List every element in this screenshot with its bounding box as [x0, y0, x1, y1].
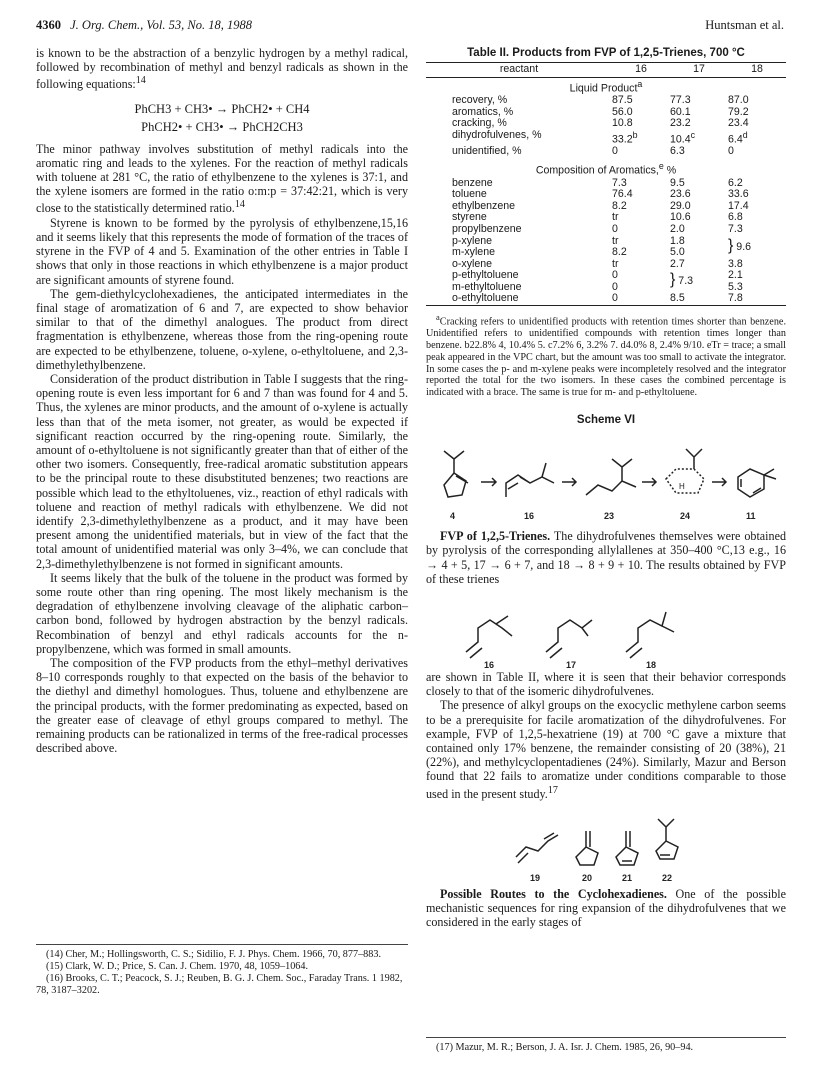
value-cell: 0 — [612, 293, 670, 305]
section-row: Liquid Product$^a$ — [569, 78, 643, 95]
value-cell: 56.0 — [612, 105, 633, 118]
liquid-product-rows — [426, 95, 786, 158]
structures-19-22 — [426, 801, 786, 881]
value-cell: tr — [612, 257, 619, 270]
value-cell: 77.3 — [670, 93, 691, 106]
row-label-cell: m-xylene — [452, 246, 495, 259]
value-cell: 2.1 — [728, 269, 743, 282]
value-cell: 7.3 — [612, 176, 627, 189]
value-cell: 10.6 — [670, 211, 691, 224]
row-label-cell: o-ethyltoluene — [426, 293, 612, 305]
value-cell: 10.8 — [612, 117, 633, 130]
value-cell: 9.5 — [670, 176, 685, 189]
compound-label: 18 — [646, 660, 657, 671]
table-row — [426, 293, 786, 305]
paragraph: Consideration of the product distribution in Table I suggests that the ring-opening route is even less important for 6 and 7 than was found for 4 and 5. Thus, the xylenes are minor products, and the amount of o-xylene is actually less than that of the meta isomer, not greater, as would be expected if significant reaction occurred by the ring-opening route. Similarly, the amount of o-ethyltoluene is not significantly greater than that of either of the other two isomers. Consequently, free-radical aromatic substitution appears to be the principal route to these disubstituted benzenes; two reactions are possible which lead to the ethyltoluenes, viz., reaction of ethyl radicals with toluene and reaction of methyl radicals with ethylbenzene. We did not identify 2,3-dimethylethylbenzene as a product, and it may have been present among the unidentified materials, but in view of the fact that the total amount of unidentified material was only 3–4%, we can conclude that 2,3-dimethylethylbenzene is not formed in significant amounts. — [36, 371, 408, 571]
value-cell — [728, 236, 786, 254]
column-header: 18 — [728, 63, 786, 78]
equation-1: PhCH3 + CH3• → PhCH2• + CH4 — [134, 101, 310, 116]
value-cell: 0 — [612, 222, 618, 235]
row-label-cell: unidentified, % — [452, 144, 522, 157]
value-cell: 23.2 — [670, 117, 691, 130]
table-header-row — [426, 63, 786, 78]
value-cell: 33.6 — [728, 188, 749, 201]
value-cell: tr — [612, 211, 619, 224]
value-cell: 60.1 — [670, 105, 691, 118]
value-cell: 23.6 — [670, 188, 691, 201]
compound-label: 16 — [524, 511, 535, 522]
journal-citation: J. Org. Chem., Vol. 53, No. 18, 1988 — [70, 18, 252, 32]
row-label-cell: styrene — [452, 211, 487, 224]
triene-diagram — [426, 586, 786, 670]
compound-label: 16 — [484, 660, 495, 671]
value-cell: 5.0 — [670, 246, 685, 259]
row-label-cell: o-xylene — [452, 257, 493, 270]
compound-label: 19 — [530, 872, 541, 883]
left-column — [36, 46, 408, 755]
value-cell: 76.4 — [612, 188, 633, 201]
compound-label: 22 — [662, 872, 673, 883]
hydrogen-label: H — [679, 482, 685, 492]
value-cell: 6.3 — [670, 144, 685, 157]
footnote: (16) Brooks, C. T.; Peacock, S. J.; Reuben, B. G. J. Chem. Soc., Faraday Trans. 1 1982, 78, 3187–3202. — [36, 973, 403, 996]
running-authors: Huntsman et al. — [705, 18, 784, 32]
value-cell: 23.4 — [728, 117, 749, 130]
footnote: (14) Cher, M.; Hollingsworth, C. S.; Sidilio, F. J. Phys. Chem. 1966, 70, 877–883. — [46, 949, 381, 960]
column-header: reactant — [426, 63, 612, 78]
value-cell: 0 — [612, 280, 618, 293]
value-cell: 6.4$^d$ — [728, 129, 748, 146]
compound-label: 17 — [566, 660, 577, 671]
paragraph: The minor pathway involves substitution of methyl radicals into the aromatic ring and leads to the xylenes. For the reaction of methyl radicals with toluene at 281 °C, the ratio of ethylbenzene to the xylenes is 37:1, and the xylene isomers are formed in the ratio o:m:p = 37:42:21, which is very close to the statistically determined ratio.$^{14}$ — [36, 141, 408, 216]
table-caption: Table II. Products from FVP of 1,2,5-Trienes, 700 °C — [467, 47, 745, 59]
value-cell: 0 — [728, 144, 734, 157]
value-cell: 7.3 — [728, 222, 743, 235]
value-cell: 2.0 — [670, 222, 685, 235]
paragraph: The presence of alkyl groups on the exocyclic methylene carbon seems to be a prerequisite for facile aromatization of the dihydrofulvenes. For example, FVP of 1,2,5-hexatriene (19) at 700 °C gave a mixture that contained only 17% benzene, the remainder consisting of 20 (38%), 21 (22%), and methylcyclopentadienes (24%). Similarly, Mazur and Berson found that 22 fails to aromatize under conditions comparable to those used in the present study.$^{17}$ — [426, 698, 786, 801]
scheme-diagram — [426, 427, 786, 525]
paragraph: Possible Routes to the Cyclohexadienes. One of the possible mechanistic sequences for ring expansion of the dihydrofulvenes that we considered in the early stages of — [426, 886, 786, 930]
value-cell: 5.3 — [728, 280, 743, 293]
value-cell: 6.2 — [728, 176, 743, 189]
column-header: 16 — [612, 63, 670, 78]
paragraph: Styrene is known to be formed by the pyrolysis of ethylbenzene,15,16 and it seems likely that this represents the mode of formation of the traces of styrene in the FVP of 4 and 5. Examination of the other entries in Table I shows that only in those reactions in which ethylbenzene is a major product are significant amounts of styrene found. — [36, 215, 408, 287]
row-label-cell: p-ethyltoluene — [452, 269, 519, 282]
equation-2: PhCH2• + CH3• → PhCH2CH3 — [141, 119, 303, 134]
row-label-cell: propylbenzene — [452, 222, 522, 235]
page-number: 4360 — [36, 18, 61, 32]
table-row — [426, 146, 786, 158]
value-cell: 87.5 — [612, 93, 633, 106]
footnotes-left — [36, 944, 408, 997]
value-cell: 1.8 — [670, 234, 685, 247]
equation-block — [36, 100, 408, 136]
row-label-cell: dihydrofulvenes, % — [452, 128, 542, 141]
compound-label: 24 — [680, 511, 691, 522]
value-cell: 8.2 — [612, 199, 627, 212]
value-cell: 8.2 — [612, 246, 627, 259]
value-cell: 7.8 — [728, 293, 786, 305]
paragraph: FVP of 1,2,5-Trienes. The dihydrofulvenes themselves were obtained by pyrolysis of the corresponding allylallenes at 350–400 °C,13 e.g., 16 → 4 + 5, 17 → 6 + 7, and 18 → 8 + 9 + 10. The results obtained by FVP of these trienes — [426, 529, 786, 586]
aromatics-rows — [426, 178, 786, 306]
value-cell: 33.2$^b$ — [612, 129, 638, 146]
compound-label: 4 — [450, 511, 456, 522]
row-label-cell: recovery, % — [452, 93, 508, 106]
compound-label: 23 — [604, 511, 615, 522]
value-cell: 29.0 — [670, 199, 691, 212]
value-cell: 6.8 — [728, 211, 743, 224]
triene-structures — [426, 586, 786, 670]
section-row: Composition of Aromatics,$^e$ % — [535, 161, 677, 177]
table-row — [426, 130, 786, 146]
scheme-title: Scheme VI — [576, 414, 636, 427]
footnote: (17) Mazur, M. R.; Berson, J. A. Isr. J. Chem. 1985, 26, 90–94. — [436, 1042, 694, 1053]
paragraph: is known to be the abstraction of a benzylic hydrogen by a methyl radical, followed by recombination of methyl and benzyl radicals as shown in the following equations:$^{14}$ — [36, 46, 408, 92]
compound-label: 20 — [582, 872, 593, 883]
footnote: (15) Clark, W. D.; Price, S. Can. J. Chem. 1970, 48, 1059–1064. — [46, 961, 309, 972]
column-header: 17 — [670, 63, 728, 78]
value-cell — [670, 270, 728, 289]
value-cell: 2.7 — [670, 257, 685, 270]
products-table — [426, 62, 786, 306]
compound-label: 11 — [746, 511, 756, 522]
value-cell: 8.5 — [670, 293, 728, 305]
row-label-cell: p-xylene — [452, 234, 493, 247]
value-cell: 79.2 — [728, 105, 749, 118]
brace-value: } 9.6 — [728, 236, 752, 254]
value-cell: 10.4$^c$ — [670, 129, 696, 146]
compound-label: 21 — [622, 872, 633, 883]
table-note: $^a$Cracking refers to unidentified products with retention times shorter than benzene. Unidentified refers to unidentified compounds with retention times longer than benzene. b22.8% 4, 10.4% 5. c7.2% 6, 3.2% 7. d4.0% 8, 2.4% 9/10. eTr = trace; a small peak appeared in the VPC chart, but the amount was too small to activate the integrator. In some cases the p- and m-xylene peaks were incompletely resolved and the integrator reported the total for the two isomers. In these cases the combined percentage is indicated with a brace. The same is true for m- and p-ethyltoluene. — [426, 312, 786, 399]
structures-diagram — [426, 801, 786, 881]
value-cell: 17.4 — [728, 199, 749, 212]
paragraph: It seems likely that the bulk of the toluene in the product was formed by some route other than ring opening. The most likely mechanism is the degradation of ethylbenzene involving cleavage of the aliphatic carbon–carbon bond, followed by hydrogen abstraction by the benzyl radicals. Recombination of benzyl and ethyl radicals accounts for the n-propylbenzene, which was formed in small amounts. — [36, 570, 408, 656]
brace-value: } 7.3 — [670, 271, 694, 289]
scheme-structures — [426, 427, 786, 525]
right-column — [426, 46, 786, 930]
row-label-cell: aromatics, % — [452, 105, 514, 118]
row-label-cell: benzene — [452, 176, 493, 189]
value-cell: tr — [612, 234, 619, 247]
paragraph: are shown in Table II, where it is seen that their behavior corresponds closely to that of the isomeric dihydrofulvenes. — [426, 670, 786, 699]
value-cell: 3.8 — [728, 257, 743, 270]
value-cell: 87.0 — [728, 93, 749, 106]
value-cell: 0 — [612, 269, 618, 282]
row-label-cell: toluene — [452, 188, 487, 201]
value-cell: 0 — [612, 144, 618, 157]
row-label-cell: cracking, % — [452, 117, 507, 130]
row-label-cell: m-ethyltoluene — [452, 280, 522, 293]
paragraph: The composition of the FVP products from the ethyl–methyl derivatives 8–10 corresponds roughly to that expected on the basis of the behavior to the diethyl and dimethyl homologues. Thus, toluene and ethylbenzene are the principal products, with the former predominating as expected, based on the greater ease of cleavage of ethyl groups compared to methyl. The remaining products can be rationalized in terms of the free-radical processes described above. — [36, 655, 408, 756]
footnotes-right — [426, 1037, 786, 1054]
row-label-cell: ethylbenzene — [452, 199, 516, 212]
page-header — [36, 18, 784, 34]
paragraph: The gem-diethylcyclohexadienes, the anticipated intermediates in the final stage of aromatization of 6 and 7, are expected to show behavior similar to that of the dimethyl analogues. The product from direct fragmentation is ethylbenzene, whereas those from the ring-opening route are expected to be ethylbenzene, toluene, o-xylene, o-ethyltoluene, and 2,3-dimethylethylbenzene. — [36, 286, 408, 372]
